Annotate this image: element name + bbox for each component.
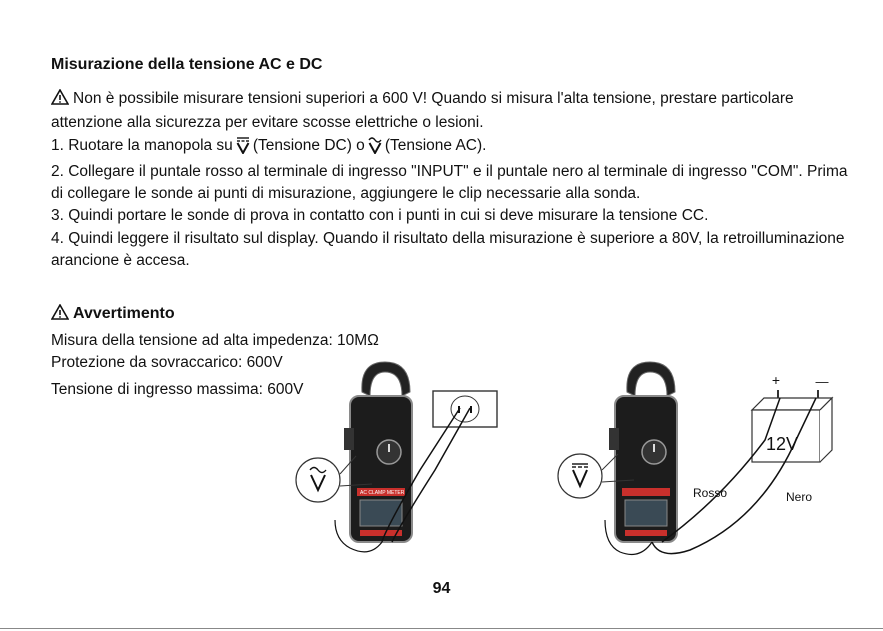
- clamp-meter-dc-illustration: [609, 362, 677, 542]
- page-bottom-rule: [0, 628, 883, 629]
- step-1-part-a: 1. Ruotare la manopola su: [51, 136, 233, 154]
- intro-warning-text: Non è possibile misurare tensioni superiori a 600 V! Quando si misura l'alta tensione, prestare particolare attenzione alla sicurezza per evitare scosse elettriche o lesioni.: [51, 90, 794, 132]
- red-lead-label: Rosso: [693, 486, 728, 500]
- positive-terminal-label: +: [771, 372, 781, 388]
- meter-model-label: AC CLAMP METER: [360, 490, 405, 496]
- ac-voltage-callout: [296, 458, 340, 502]
- negative-terminal-label: —: [815, 374, 829, 389]
- step-1-part-b: (Tensione DC) o: [252, 136, 365, 154]
- spec-overload: Protezione da sovraccarico: 600V: [51, 354, 283, 372]
- step-3-text: 3. Quindi portare le sonde di prova in contatto con i punti in cui si deve misurare la tensione CC.: [51, 207, 709, 225]
- spec-max-input: Tensione di ingresso massima: 600V: [51, 380, 304, 398]
- spec-impedance: Misura della tensione ad alta impedenza: 10MΩ: [51, 332, 379, 349]
- battery-voltage-label: 12V: [766, 434, 799, 454]
- section-heading: Misurazione della tensione AC e DC: [51, 56, 323, 73]
- warning-title: Avvertimento: [73, 305, 175, 322]
- step-4-text: 4. Quindi leggere il risultato sul display. Quando il risultato della misurazione è superiore a 80V, la retroilluminazione arancione è accesa.: [51, 229, 845, 270]
- page-number: 94: [432, 580, 451, 597]
- step-1-part-c: (Tensione AC).: [384, 136, 487, 154]
- dc-voltage-callout: [558, 454, 602, 498]
- step-2-text: 2. Collegare il puntale rosso al terminale di ingresso "INPUT" e il puntale nero al terminale di ingresso "COM". Prima di collegare le sonde ai punti di misurazione, aggiungere le clip necessarie alla sonda.: [51, 162, 848, 203]
- black-lead-label: Nero: [786, 490, 813, 504]
- clamp-meter-ac-illustration: [344, 362, 412, 542]
